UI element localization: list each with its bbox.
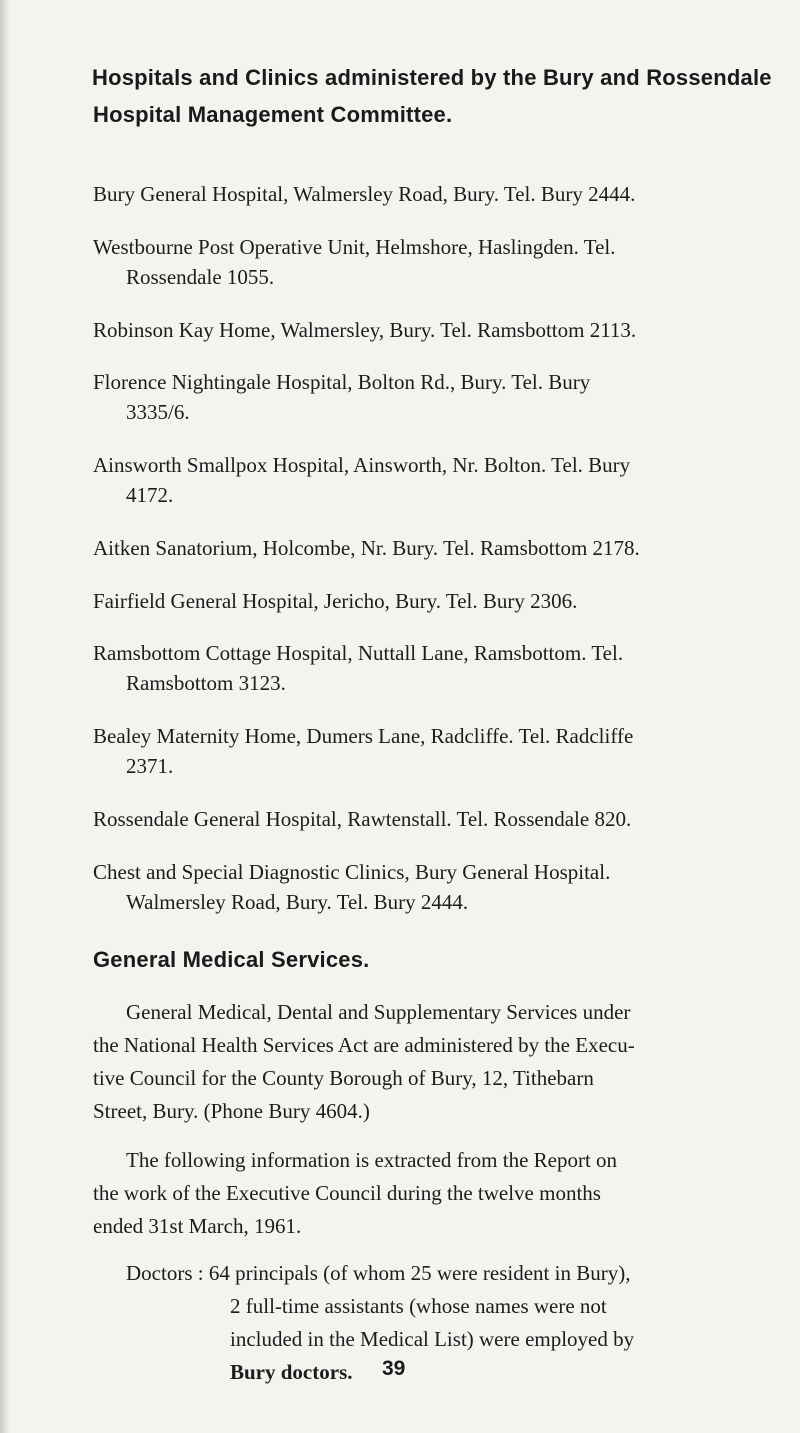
hospital-entry — [93, 450, 733, 510]
hospital-entry — [93, 315, 733, 345]
hospital-entry — [93, 721, 733, 781]
hospital-entry-line1: Fairfield General Hospital, Jericho, Bury. Tel. Bury 2306. — [93, 589, 578, 613]
doctors-line: 2 full-time assistants (whose names were not — [230, 1294, 607, 1318]
hospital-entry-line2: 4172. — [126, 483, 174, 507]
hospital-entry-line1: Florence Nightingale Hospital, Bolton Rd., Bury. Tel. Bury — [93, 370, 591, 394]
hospital-entry-line2: Walmersley Road, Bury. Tel. Bury 2444. — [126, 890, 469, 914]
doctors-statement — [126, 1257, 736, 1389]
paragraph-line: ended 31st March, 1961. — [93, 1214, 302, 1238]
page-number: 39 — [382, 1357, 406, 1380]
hospital-entry-line1: Ainsworth Smallpox Hospital, Ainsworth, Nr. Bolton. Tel. Bury — [93, 453, 631, 477]
hospital-entry — [93, 367, 733, 427]
heading-hospitals-line1: Hospitals and Clinics administered by the Bury and Rossendale — [92, 65, 772, 90]
hospital-entry-line1: Aitken Sanatorium, Holcombe, Nr. Bury. Tel. Ramsbottom 2178. — [93, 536, 640, 560]
hospital-entry — [93, 232, 733, 292]
paragraph-services — [93, 996, 735, 1128]
hospital-entry — [93, 857, 733, 917]
paragraph-report — [93, 1144, 735, 1243]
paragraph-line: General Medical, Dental and Supplementary Services under — [126, 1000, 631, 1024]
hospital-entry-line1: Ramsbottom Cottage Hospital, Nuttall Lane, Ramsbottom. Tel. — [93, 641, 624, 665]
paragraph-line: the National Health Services Act are administered by the Execu- — [93, 1033, 635, 1057]
doctors-line: included in the Medical List) were employed by — [230, 1327, 635, 1351]
hospital-entry — [93, 638, 733, 698]
hospital-entry-line2: 3335/6. — [126, 400, 190, 424]
hospital-entry — [93, 533, 733, 563]
hospital-entry-line1: Bealey Maternity Home, Dumers Lane, Radcliffe. Tel. Radcliffe — [93, 724, 634, 748]
hospital-entry-line1: Chest and Special Diagnostic Clinics, Bury General Hospital. — [93, 860, 611, 884]
paragraph-line: Street, Bury. (Phone Bury 4604.) — [93, 1099, 370, 1123]
hospital-entry-line1: Westbourne Post Operative Unit, Helmshore, Haslingden. Tel. — [93, 235, 616, 259]
hospital-entry — [93, 179, 733, 209]
doctors-line: Doctors : 64 principals (of whom 25 were resident in Bury), — [126, 1261, 631, 1285]
hospital-entry-line1: Rossendale General Hospital, Rawtenstall. Tel. Rossendale 820. — [93, 807, 632, 831]
doctors-line: Bury doctors. — [230, 1360, 353, 1384]
hospital-entry — [93, 586, 733, 616]
heading-hospitals-line2: Hospital Management Committee. — [93, 102, 453, 127]
hospital-entry-line2: Ramsbottom 3123. — [126, 671, 286, 695]
hospital-entry-line1: Bury General Hospital, Walmersley Road, Bury. Tel. Bury 2444. — [93, 182, 636, 206]
hospital-entry — [93, 804, 733, 834]
paragraph-line: The following information is extracted from the Report on — [126, 1148, 618, 1172]
paragraph-line: tive Council for the County Borough of Bury, 12, Tithebarn — [93, 1066, 594, 1090]
hospital-entry-line2: Rossendale 1055. — [126, 265, 275, 289]
hospital-entry-line2: 2371. — [126, 754, 174, 778]
hospital-entry-line1: Robinson Kay Home, Walmersley, Bury. Tel. Ramsbottom 2113. — [93, 318, 637, 342]
paragraph-line: the work of the Executive Council during the twelve months — [93, 1181, 601, 1205]
heading-general-medical-services: General Medical Services. — [93, 947, 370, 972]
